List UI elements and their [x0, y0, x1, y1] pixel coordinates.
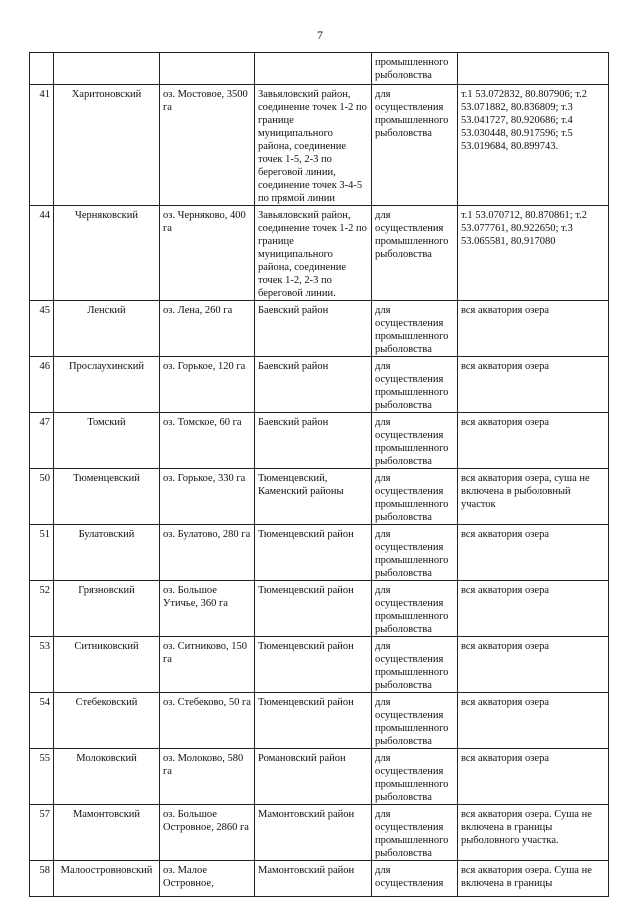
- lake-name: оз. Булатово, 280 га: [160, 525, 255, 581]
- purpose: для осуществления промышленного рыболовства: [372, 637, 458, 693]
- area-name: Томский: [54, 413, 160, 469]
- lake-name: оз. Большое Утичье, 360 га: [160, 581, 255, 637]
- lake-name: оз. Молоково, 580 га: [160, 749, 255, 805]
- fishing-areas-table: [29, 52, 609, 897]
- area-name: Черняковский: [54, 206, 160, 301]
- coordinates: вся акватория озера, суша не включена в рыболовный участок: [458, 469, 609, 525]
- row-number: 44: [30, 206, 54, 301]
- district: Мамонтовский район: [255, 805, 372, 861]
- lake-name: оз. Томское, 60 га: [160, 413, 255, 469]
- purpose: для осуществления промышленного рыболовства: [372, 469, 458, 525]
- purpose: для осуществления промышленного рыболовства: [372, 749, 458, 805]
- coordinates: вся акватория озера: [458, 693, 609, 749]
- lake-name: [160, 53, 255, 85]
- purpose: для осуществления: [372, 861, 458, 897]
- area-name: [54, 53, 160, 85]
- purpose: для осуществления промышленного рыболовства: [372, 805, 458, 861]
- district: [255, 53, 372, 85]
- lake-name: оз. Горькое, 120 га: [160, 357, 255, 413]
- purpose: для осуществления промышленного рыболовства: [372, 357, 458, 413]
- row-number: 55: [30, 749, 54, 805]
- table-row: [30, 861, 609, 897]
- lake-name: оз. Лена, 260 га: [160, 301, 255, 357]
- lake-name: оз. Большое Островное, 2860 га: [160, 805, 255, 861]
- coordinates: т.1 53.072832, 80.807906; т.2 53.071882, 80.836809; т.3 53.041727, 80.920686; т.4 53.030448, 80.917596; т.5 53.019684, 80.899743.: [458, 85, 609, 206]
- district: Тюменцевский район: [255, 693, 372, 749]
- row-number: 52: [30, 581, 54, 637]
- row-number: 51: [30, 525, 54, 581]
- area-name: Ситниковский: [54, 637, 160, 693]
- table-row: [30, 357, 609, 413]
- row-number: 45: [30, 301, 54, 357]
- district: Тюменцевский, Каменский районы: [255, 469, 372, 525]
- district: Завьяловский район, соединение точек 1-2 по границе муниципального района, соединение точек 1-5, 2-3 по береговой линии, соединение точек 3-4-5 по прямой линии: [255, 85, 372, 206]
- purpose: для осуществления промышленного рыболовства: [372, 85, 458, 206]
- table-row: [30, 581, 609, 637]
- table-row: [30, 693, 609, 749]
- district: Тюменцевский район: [255, 525, 372, 581]
- row-number: 46: [30, 357, 54, 413]
- page-number: 7: [317, 28, 323, 42]
- table-row: [30, 637, 609, 693]
- area-name: Тюменцевский: [54, 469, 160, 525]
- district: Тюменцевский район: [255, 637, 372, 693]
- purpose: промышленного рыболовства: [372, 53, 458, 85]
- coordinates: вся акватория озера: [458, 413, 609, 469]
- purpose: для осуществления промышленного рыболовства: [372, 693, 458, 749]
- district: Романовский район: [255, 749, 372, 805]
- lake-name: оз. Малое Островное,: [160, 861, 255, 897]
- row-number: 57: [30, 805, 54, 861]
- row-number: 54: [30, 693, 54, 749]
- area-name: Малоостровновский: [54, 861, 160, 897]
- row-number: 47: [30, 413, 54, 469]
- coordinates: вся акватория озера: [458, 525, 609, 581]
- table-row: [30, 805, 609, 861]
- lake-name: оз. Горькое, 330 га: [160, 469, 255, 525]
- coordinates: вся акватория озера. Суша не включена в границы: [458, 861, 609, 897]
- coordinates: [458, 53, 609, 85]
- area-name: Стебековский: [54, 693, 160, 749]
- row-number: 53: [30, 637, 54, 693]
- district: Мамонтовский район: [255, 861, 372, 897]
- coordinates: вся акватория озера: [458, 637, 609, 693]
- table-row: [30, 749, 609, 805]
- area-name: Молоковский: [54, 749, 160, 805]
- area-name: Булатовский: [54, 525, 160, 581]
- row-number: 58: [30, 861, 54, 897]
- district: Баевский район: [255, 357, 372, 413]
- purpose: для осуществления промышленного рыболовства: [372, 301, 458, 357]
- coordinates: т.1 53.070712, 80.870861; т.2 53.077761, 80.922650; т.3 53.065581, 80.917080: [458, 206, 609, 301]
- lake-name: оз. Ситниково, 150 га: [160, 637, 255, 693]
- table-row: [30, 525, 609, 581]
- table-row: [30, 469, 609, 525]
- area-name: Грязновский: [54, 581, 160, 637]
- district: Баевский район: [255, 301, 372, 357]
- table-body: [30, 53, 609, 897]
- coordinates: вся акватория озера. Суша не включена в границы рыболовного участка.: [458, 805, 609, 861]
- district: Завьяловский район, соединение точек 1-2 по границе муниципального района, соединение точек 1-2, 2-3 по береговой линии.: [255, 206, 372, 301]
- table-row: [30, 301, 609, 357]
- table-row: [30, 206, 609, 301]
- lake-name: оз. Мостовое, 3500 га: [160, 85, 255, 206]
- table-row: [30, 53, 609, 85]
- area-name: Мамонтовский: [54, 805, 160, 861]
- coordinates: вся акватория озера: [458, 301, 609, 357]
- area-name: Харитоновский: [54, 85, 160, 206]
- purpose: для осуществления промышленного рыболовства: [372, 525, 458, 581]
- row-number: [30, 53, 54, 85]
- row-number: 50: [30, 469, 54, 525]
- coordinates: вся акватория озера: [458, 749, 609, 805]
- area-name: Прослаухинский: [54, 357, 160, 413]
- row-number: 41: [30, 85, 54, 206]
- coordinates: вся акватория озера: [458, 357, 609, 413]
- purpose: для осуществления промышленного рыболовства: [372, 413, 458, 469]
- purpose: для осуществления промышленного рыболовства: [372, 206, 458, 301]
- district: Баевский район: [255, 413, 372, 469]
- table-row: [30, 413, 609, 469]
- lake-name: оз. Стебеково, 50 га: [160, 693, 255, 749]
- table-row: [30, 85, 609, 206]
- lake-name: оз. Черняково, 400 га: [160, 206, 255, 301]
- purpose: для осуществления промышленного рыболовства: [372, 581, 458, 637]
- area-name: Ленский: [54, 301, 160, 357]
- district: Тюменцевский район: [255, 581, 372, 637]
- coordinates: вся акватория озера: [458, 581, 609, 637]
